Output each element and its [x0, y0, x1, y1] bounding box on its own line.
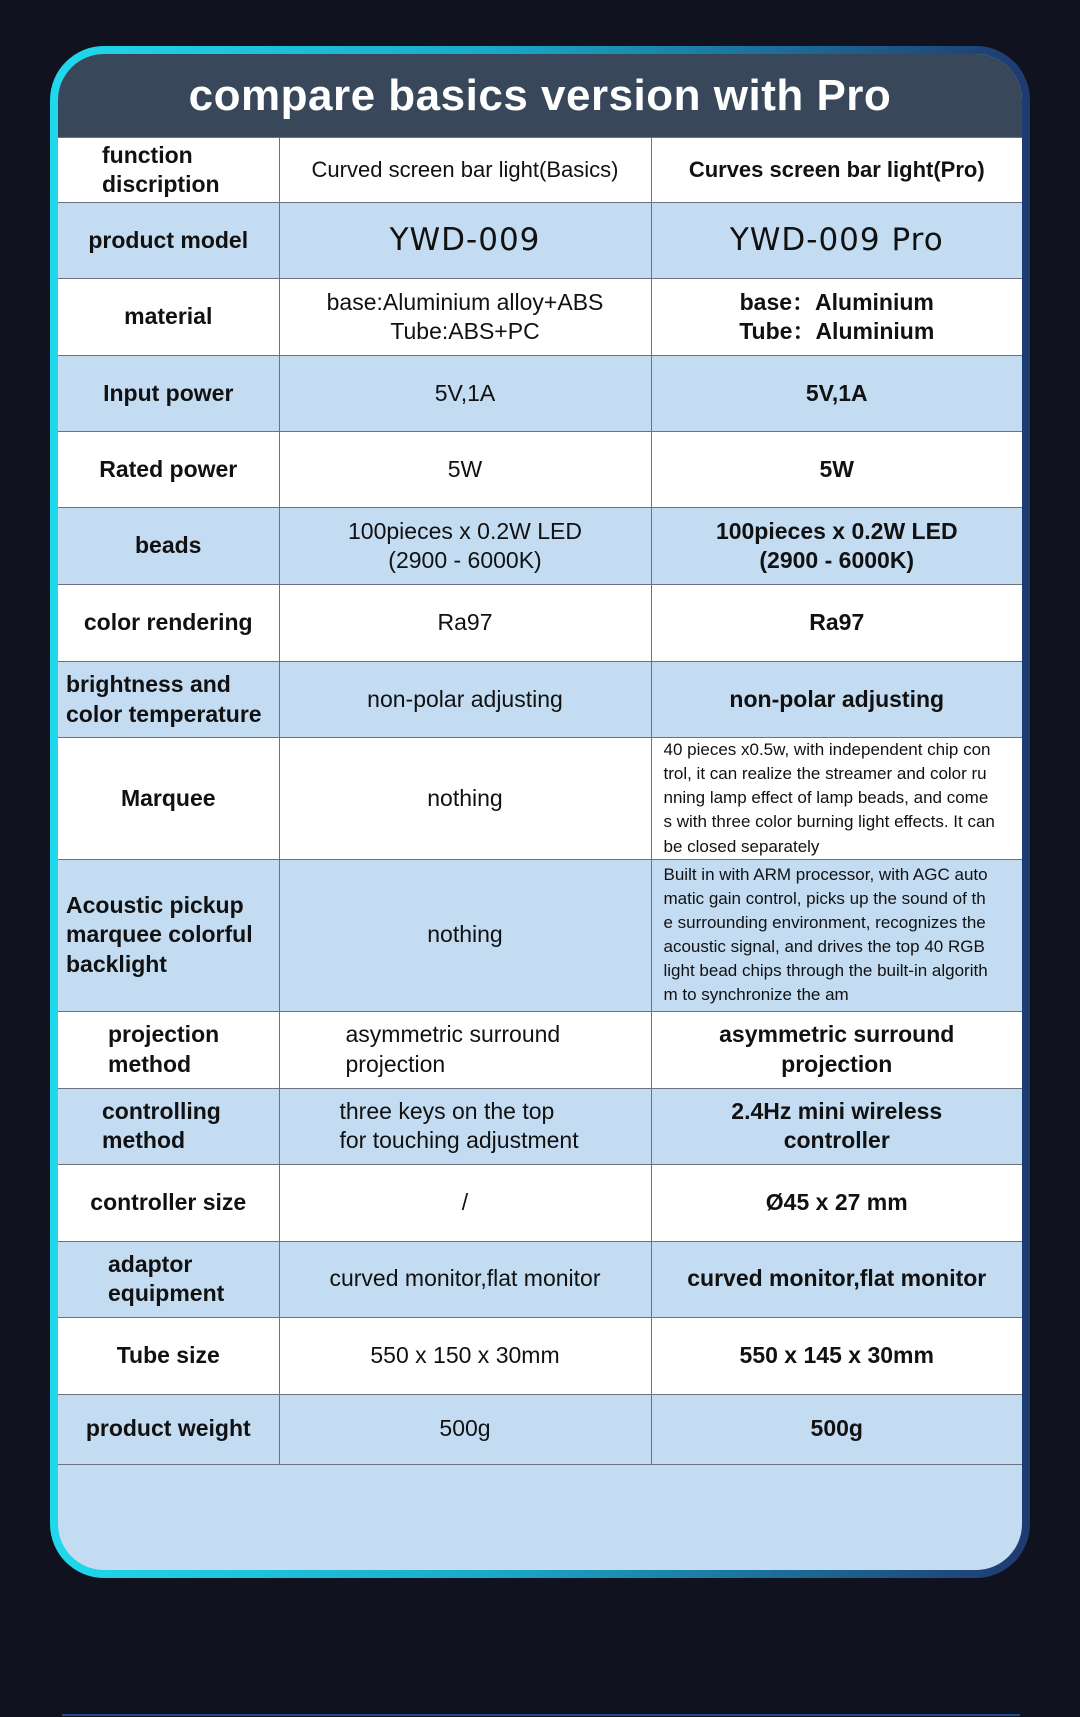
header-function: function discription [58, 138, 279, 203]
table-row [58, 1011, 1022, 1088]
row-basics-value: Ra97 [279, 585, 651, 662]
row-pro-value: 100pieces x 0.2W LED (2900 - 6000K) [651, 508, 1022, 585]
row-pro-value: asymmetric surround projection [651, 1011, 1022, 1088]
row-label: controller size [58, 1164, 279, 1241]
row-label: Rated power [58, 432, 279, 508]
row-basics-value: 550 x 150 x 30mm [279, 1317, 651, 1394]
row-pro-value: 2.4Hz mini wireless controller [651, 1088, 1022, 1164]
row-basics-value: 5V,1A [279, 356, 651, 432]
row-label: adaptor equipment [58, 1241, 279, 1317]
row-pro-value: base：Aluminium Tube：Aluminium [651, 279, 1022, 356]
row-label: controlling method [58, 1088, 279, 1164]
row-basics-value: base:Aluminium alloy+ABS Tube:ABS+PC [279, 279, 651, 356]
row-label: product weight [58, 1394, 279, 1464]
row-pro-value: Ø45 x 27 mm [651, 1164, 1022, 1241]
page-title: compare basics version with Pro [58, 54, 1022, 137]
row-basics-value: non-polar adjusting [279, 662, 651, 738]
table-header-row [58, 138, 1022, 203]
row-basics-value: curved monitor,flat monitor [279, 1241, 651, 1317]
table-row [58, 859, 1022, 1011]
row-basics-value: 500g [279, 1394, 651, 1464]
row-basics-value: 100pieces x 0.2W LED (2900 - 6000K) [279, 508, 651, 585]
header-basics: Curved screen bar light(Basics) [279, 138, 651, 203]
row-label: product model [58, 203, 279, 279]
comparison-table [58, 137, 1022, 1465]
table-row [58, 662, 1022, 738]
table-row [58, 738, 1022, 860]
row-pro-value: 5W [651, 432, 1022, 508]
row-basics-value: asymmetric surround projection [279, 1011, 651, 1088]
bottom-divider [62, 1714, 1020, 1716]
row-label: color rendering [58, 585, 279, 662]
table-row [58, 1241, 1022, 1317]
row-pro-value: YWD-009 Pro [651, 203, 1022, 279]
table-row [58, 585, 1022, 662]
row-label: material [58, 279, 279, 356]
table-row [58, 203, 1022, 279]
row-pro-value: non-polar adjusting [651, 662, 1022, 738]
row-pro-value: 500g [651, 1394, 1022, 1464]
row-pro-value: Ra97 [651, 585, 1022, 662]
table-row [58, 279, 1022, 356]
table-container [58, 54, 1022, 1570]
row-label: Input power [58, 356, 279, 432]
row-label: Tube size [58, 1317, 279, 1394]
row-label: projection method [58, 1011, 279, 1088]
row-pro-value: 550 x 145 x 30mm [651, 1317, 1022, 1394]
row-basics-value: YWD-009 [279, 203, 651, 279]
table-row [58, 1164, 1022, 1241]
table-row [58, 1394, 1022, 1464]
row-basics-value: / [279, 1164, 651, 1241]
row-basics-value: three keys on the top for touching adjustment [279, 1088, 651, 1164]
row-pro-value: Built in with ARM processor, with AGC auto matic gain control, picks up the sound of th e surrounding environment, recognizes the acoustic signal, and drives the top 40 RGB light bead chips through the built-in algorith m to synchronize the am [651, 859, 1022, 1011]
row-label: beads [58, 508, 279, 585]
row-label: Marquee [58, 738, 279, 860]
table-row [58, 1317, 1022, 1394]
header-pro: Curves screen bar light(Pro) [651, 138, 1022, 203]
row-pro-value: curved monitor,flat monitor [651, 1241, 1022, 1317]
row-basics-value: 5W [279, 432, 651, 508]
row-basics-value: nothing [279, 859, 651, 1011]
row-pro-value: 5V,1A [651, 356, 1022, 432]
table-row [58, 432, 1022, 508]
row-pro-value: 40 pieces x0.5w, with independent chip con trol, it can realize the streamer and color ru nning lamp effect of lamp beads, and come s with three color burning light effects. It can be closed separately [651, 738, 1022, 860]
table-row [58, 1088, 1022, 1164]
row-label: brightness and color temperature [58, 662, 279, 738]
row-basics-value: nothing [279, 738, 651, 860]
table-row [58, 508, 1022, 585]
table-row [58, 356, 1022, 432]
row-label: Acoustic pickup marquee colorful backlight [58, 859, 279, 1011]
table-frame [50, 46, 1030, 1578]
